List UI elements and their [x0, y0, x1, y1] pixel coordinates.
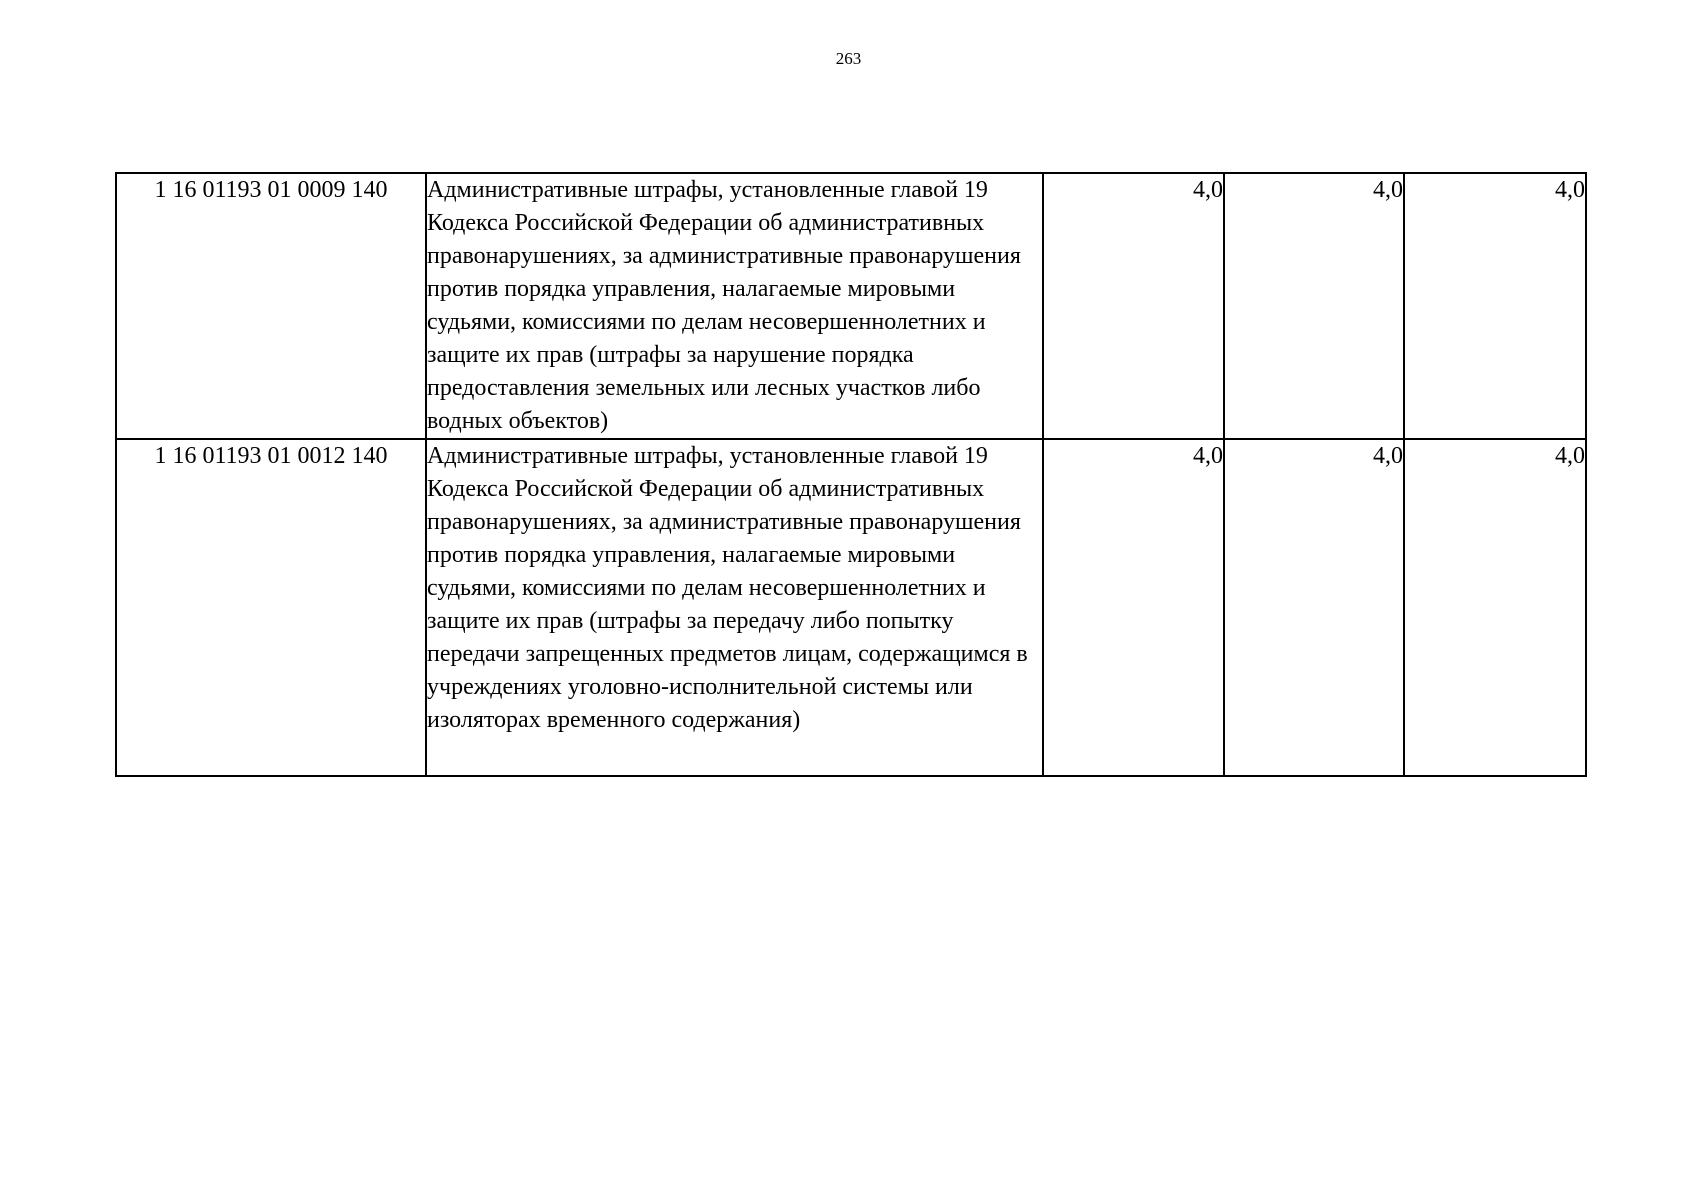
amount-year-2: 4,0 — [1224, 173, 1404, 439]
amount-year-3: 4,0 — [1404, 439, 1586, 776]
amount-year-1: 4,0 — [1043, 173, 1224, 439]
table-row — [116, 439, 1586, 776]
amount-year-3: 4,0 — [1404, 173, 1586, 439]
page-number: 263 — [835, 49, 862, 68]
classification-code: 1 16 01193 01 0012 140 — [116, 439, 426, 776]
income-description: Административные штрафы, установленные главой 19 Кодекса Российской Федерации об административных правонарушениях, за административные правонарушения против порядка управления, налагаемые мировыми судьями, комиссиями по делам несовершеннолетних и защите их прав (штрафы за передачу либо попытку передачи запрещенных предметов лицам, содержащимся в учреждениях уголовно-исполнительной системы или изоляторах временного содержания) — [426, 439, 1043, 776]
amount-year-2: 4,0 — [1224, 439, 1404, 776]
income-description: Административные штрафы, установленные главой 19 Кодекса Российской Федерации об административных правонарушениях, за административные правонарушения против порядка управления, налагаемые мировыми судьями, комиссиями по делам несовершеннолетних и защите их прав (штрафы за нарушение порядка предоставления земельных или лесных участков либо водных объектов) — [426, 173, 1043, 439]
amount-year-1: 4,0 — [1043, 439, 1224, 776]
table-row — [116, 173, 1586, 439]
classification-code: 1 16 01193 01 0009 140 — [116, 173, 426, 439]
budget-table — [115, 172, 1587, 777]
